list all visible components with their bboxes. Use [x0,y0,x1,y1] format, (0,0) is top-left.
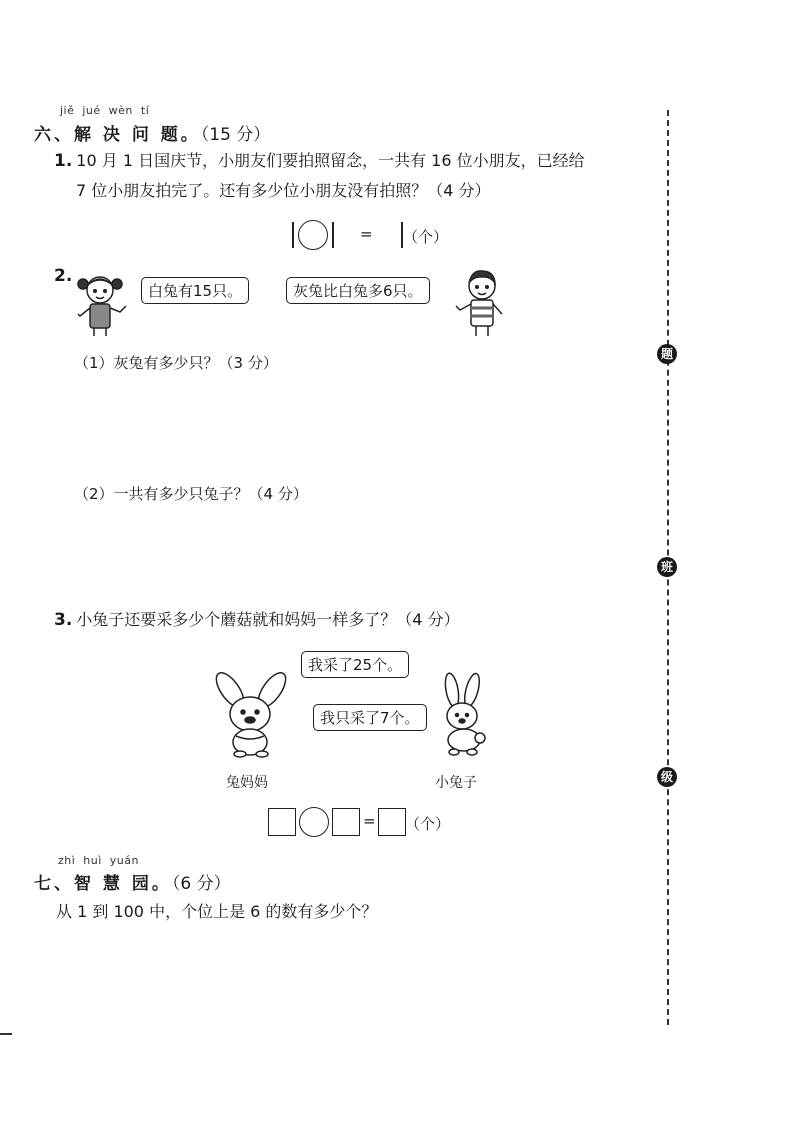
q2-sub1: （1）灰兔有多少只？（3 分） [74,354,278,372]
q1-block [54,146,654,206]
q3-operator-circle[interactable] [299,807,329,837]
section6-points: （15 分） [200,125,271,145]
margin-label-1: 题 [657,344,677,364]
boy-illustration [452,266,508,338]
q1-formula-bar-left [292,222,294,248]
section7-title [34,869,231,894]
section7-title-text: 七、智 慧 园。 [34,874,172,894]
q1-operator-circle[interactable] [298,220,328,250]
q1-line1-text: 10 月 1 日国庆节，小朋友们要拍照留念，一共有 16 位小朋友，已经给 [76,151,585,170]
q1-unit: （个） [403,228,449,246]
q3-unit: （个） [405,815,451,833]
label-child-rabbit: 小兔子 [435,775,477,791]
q1-formula-bar-right [332,222,334,248]
q2-sub2: （2）一共有多少只兔子？（4 分） [74,485,308,503]
label-mother-rabbit: 兔妈妈 [226,775,268,791]
section7-pinyin: zhì huì yuán [58,854,139,867]
child-rabbit-illustration [430,672,494,758]
section6-title [34,120,270,145]
boy-icon [456,271,502,336]
q2-number: 2. [54,266,73,286]
q1-line1 [54,146,654,176]
q3-text: 小兔子还要采多少个蘑菇就和妈妈一样多了？（4 分） [76,610,460,629]
bubble-child-rabbit: 我只采了7个。 [313,704,427,731]
q3-equals: = [363,812,376,830]
section7-points: （6 分） [171,874,231,894]
q3-blank-1[interactable] [268,808,296,836]
mother-rabbit-illustration [210,670,292,758]
margin-label-3: 级 [657,767,677,787]
section6-pinyin: jiě jué wèn tí [60,104,150,117]
q3-blank-2[interactable] [332,808,360,836]
section7-question: 从 1 到 100 中，个位上是 6 的数有多少个？ [56,902,378,921]
margin-label-2: 班 [657,557,677,577]
bubble-girl: 白兔有15只。 [141,277,249,304]
corner-crop-mark [0,1033,12,1035]
girl-illustration [74,270,132,338]
q1-equals: = [360,225,373,243]
q1-line2: 7 位小朋友拍完了。还有多少位小朋友没有拍照？（4 分） [76,181,491,200]
bubble-boy: 灰兔比白兔多6只。 [286,277,430,304]
q1-number: 1. [54,151,73,171]
q3-number: 3. [54,610,73,630]
q3-line [54,605,460,635]
bubble-mother-rabbit: 我采了25个。 [301,651,409,678]
mother-rabbit-icon [211,670,291,757]
child-rabbit-icon [443,672,485,755]
section6-title-text: 六、解 决 问 题。 [34,125,201,145]
girl-icon [78,277,126,336]
q3-answer-blank[interactable] [378,808,406,836]
